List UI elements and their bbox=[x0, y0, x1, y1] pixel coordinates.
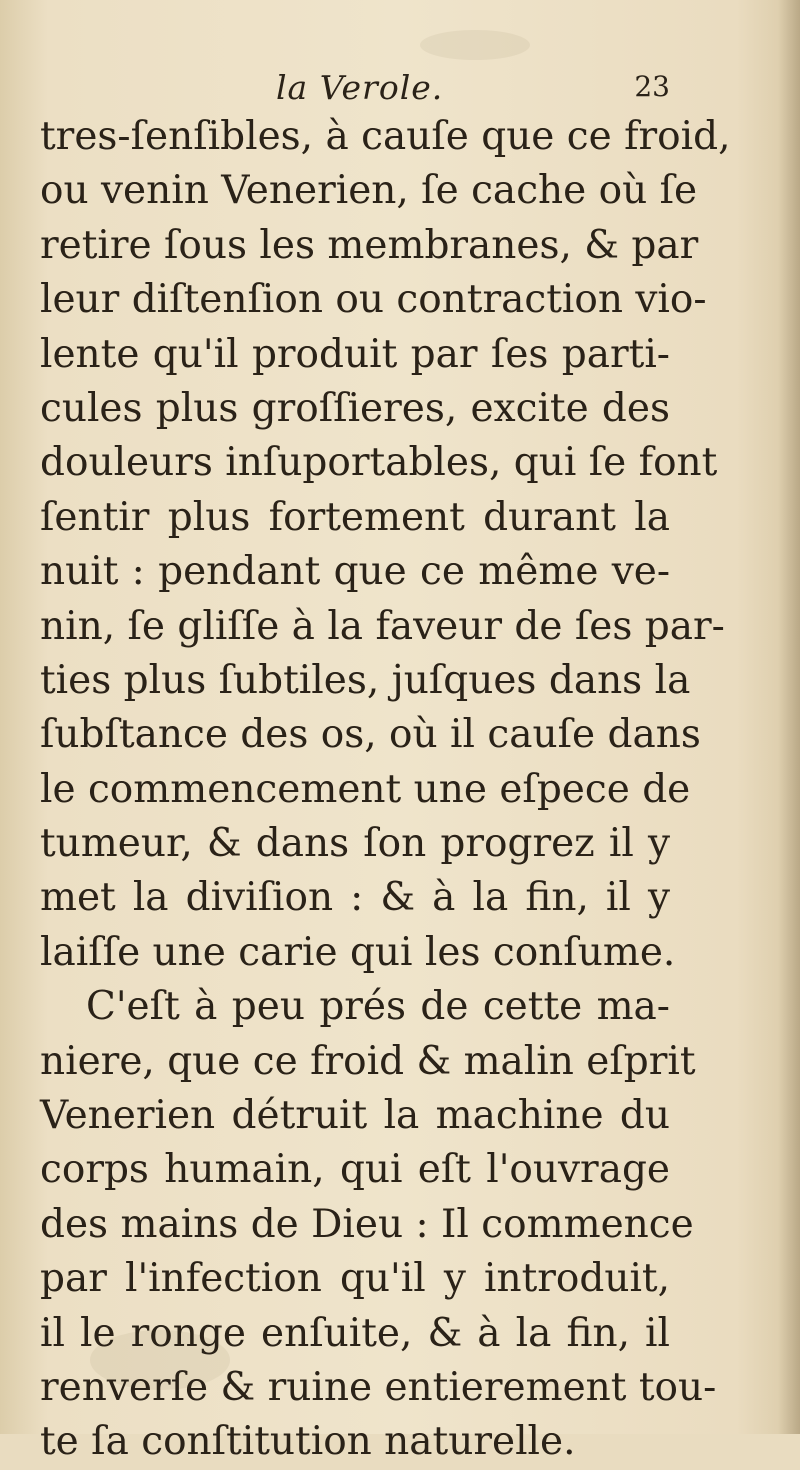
text-line: corps humain, qui eſt l'ouvrage bbox=[40, 1147, 670, 1193]
text-line: ties plus ſubtiles, juſques dans la bbox=[40, 657, 691, 703]
text-line: te ſa conſtitution naturelle. bbox=[40, 1419, 576, 1465]
paragraph-1 bbox=[40, 110, 731, 980]
text-line: par l'infection qu'il y introduit, bbox=[40, 1256, 670, 1302]
text-line: laiſſe une carie qui les conſume. bbox=[40, 929, 676, 975]
paper-stain bbox=[420, 30, 530, 60]
text-line: cules plus groſſieres, excite des bbox=[40, 385, 670, 431]
paragraph-2 bbox=[40, 980, 717, 1470]
text-line: tres-ſenſibles, à cauſe que ce froid, bbox=[40, 114, 731, 159]
text-line: lente qu'il produit par ſes parti- bbox=[40, 331, 670, 377]
text-line: retire ſous les membranes, & par bbox=[40, 222, 699, 268]
text-line: nuit : pendant que ce même ve- bbox=[40, 549, 670, 595]
running-head bbox=[40, 68, 670, 112]
text-line: met la diviſion : & à la fin, il y bbox=[40, 875, 670, 921]
text-line: leur diſtenſion ou contraction vio- bbox=[40, 277, 707, 323]
text-line: ſubſtance des os, où il cauſe dans bbox=[40, 712, 701, 758]
body-text bbox=[40, 110, 731, 1470]
text-line: des mains de Dieu : Il commence bbox=[40, 1201, 694, 1247]
text-line: ou venin Venerien, ſe cache où ſe bbox=[40, 168, 698, 214]
text-line: C'eſt à peu prés de cette ma- bbox=[86, 984, 670, 1030]
text-line: niere, que ce froid & malin eſprit bbox=[40, 1038, 696, 1084]
page-number: 23 bbox=[634, 70, 670, 103]
text-line: ſentir plus fortement durant la bbox=[40, 494, 670, 540]
running-head-title: la Verole. bbox=[276, 68, 444, 107]
text-line: nin, ſe gliſſe à la faveur de ſes par- bbox=[40, 603, 725, 649]
text-line: tumeur, & dans ſon progrez il y bbox=[40, 821, 670, 867]
page-gutter-shadow bbox=[778, 0, 800, 1434]
text-line: Venerien détruit la machine du bbox=[40, 1093, 670, 1139]
text-line: il le ronge enſuite, & à la fin, il bbox=[40, 1310, 670, 1356]
text-line: douleurs inſuportables, qui ſe font bbox=[40, 440, 718, 486]
text-line: renverſe & ruine entierement tou- bbox=[40, 1364, 717, 1410]
text-line: le commencement une eſpece de bbox=[40, 766, 691, 812]
